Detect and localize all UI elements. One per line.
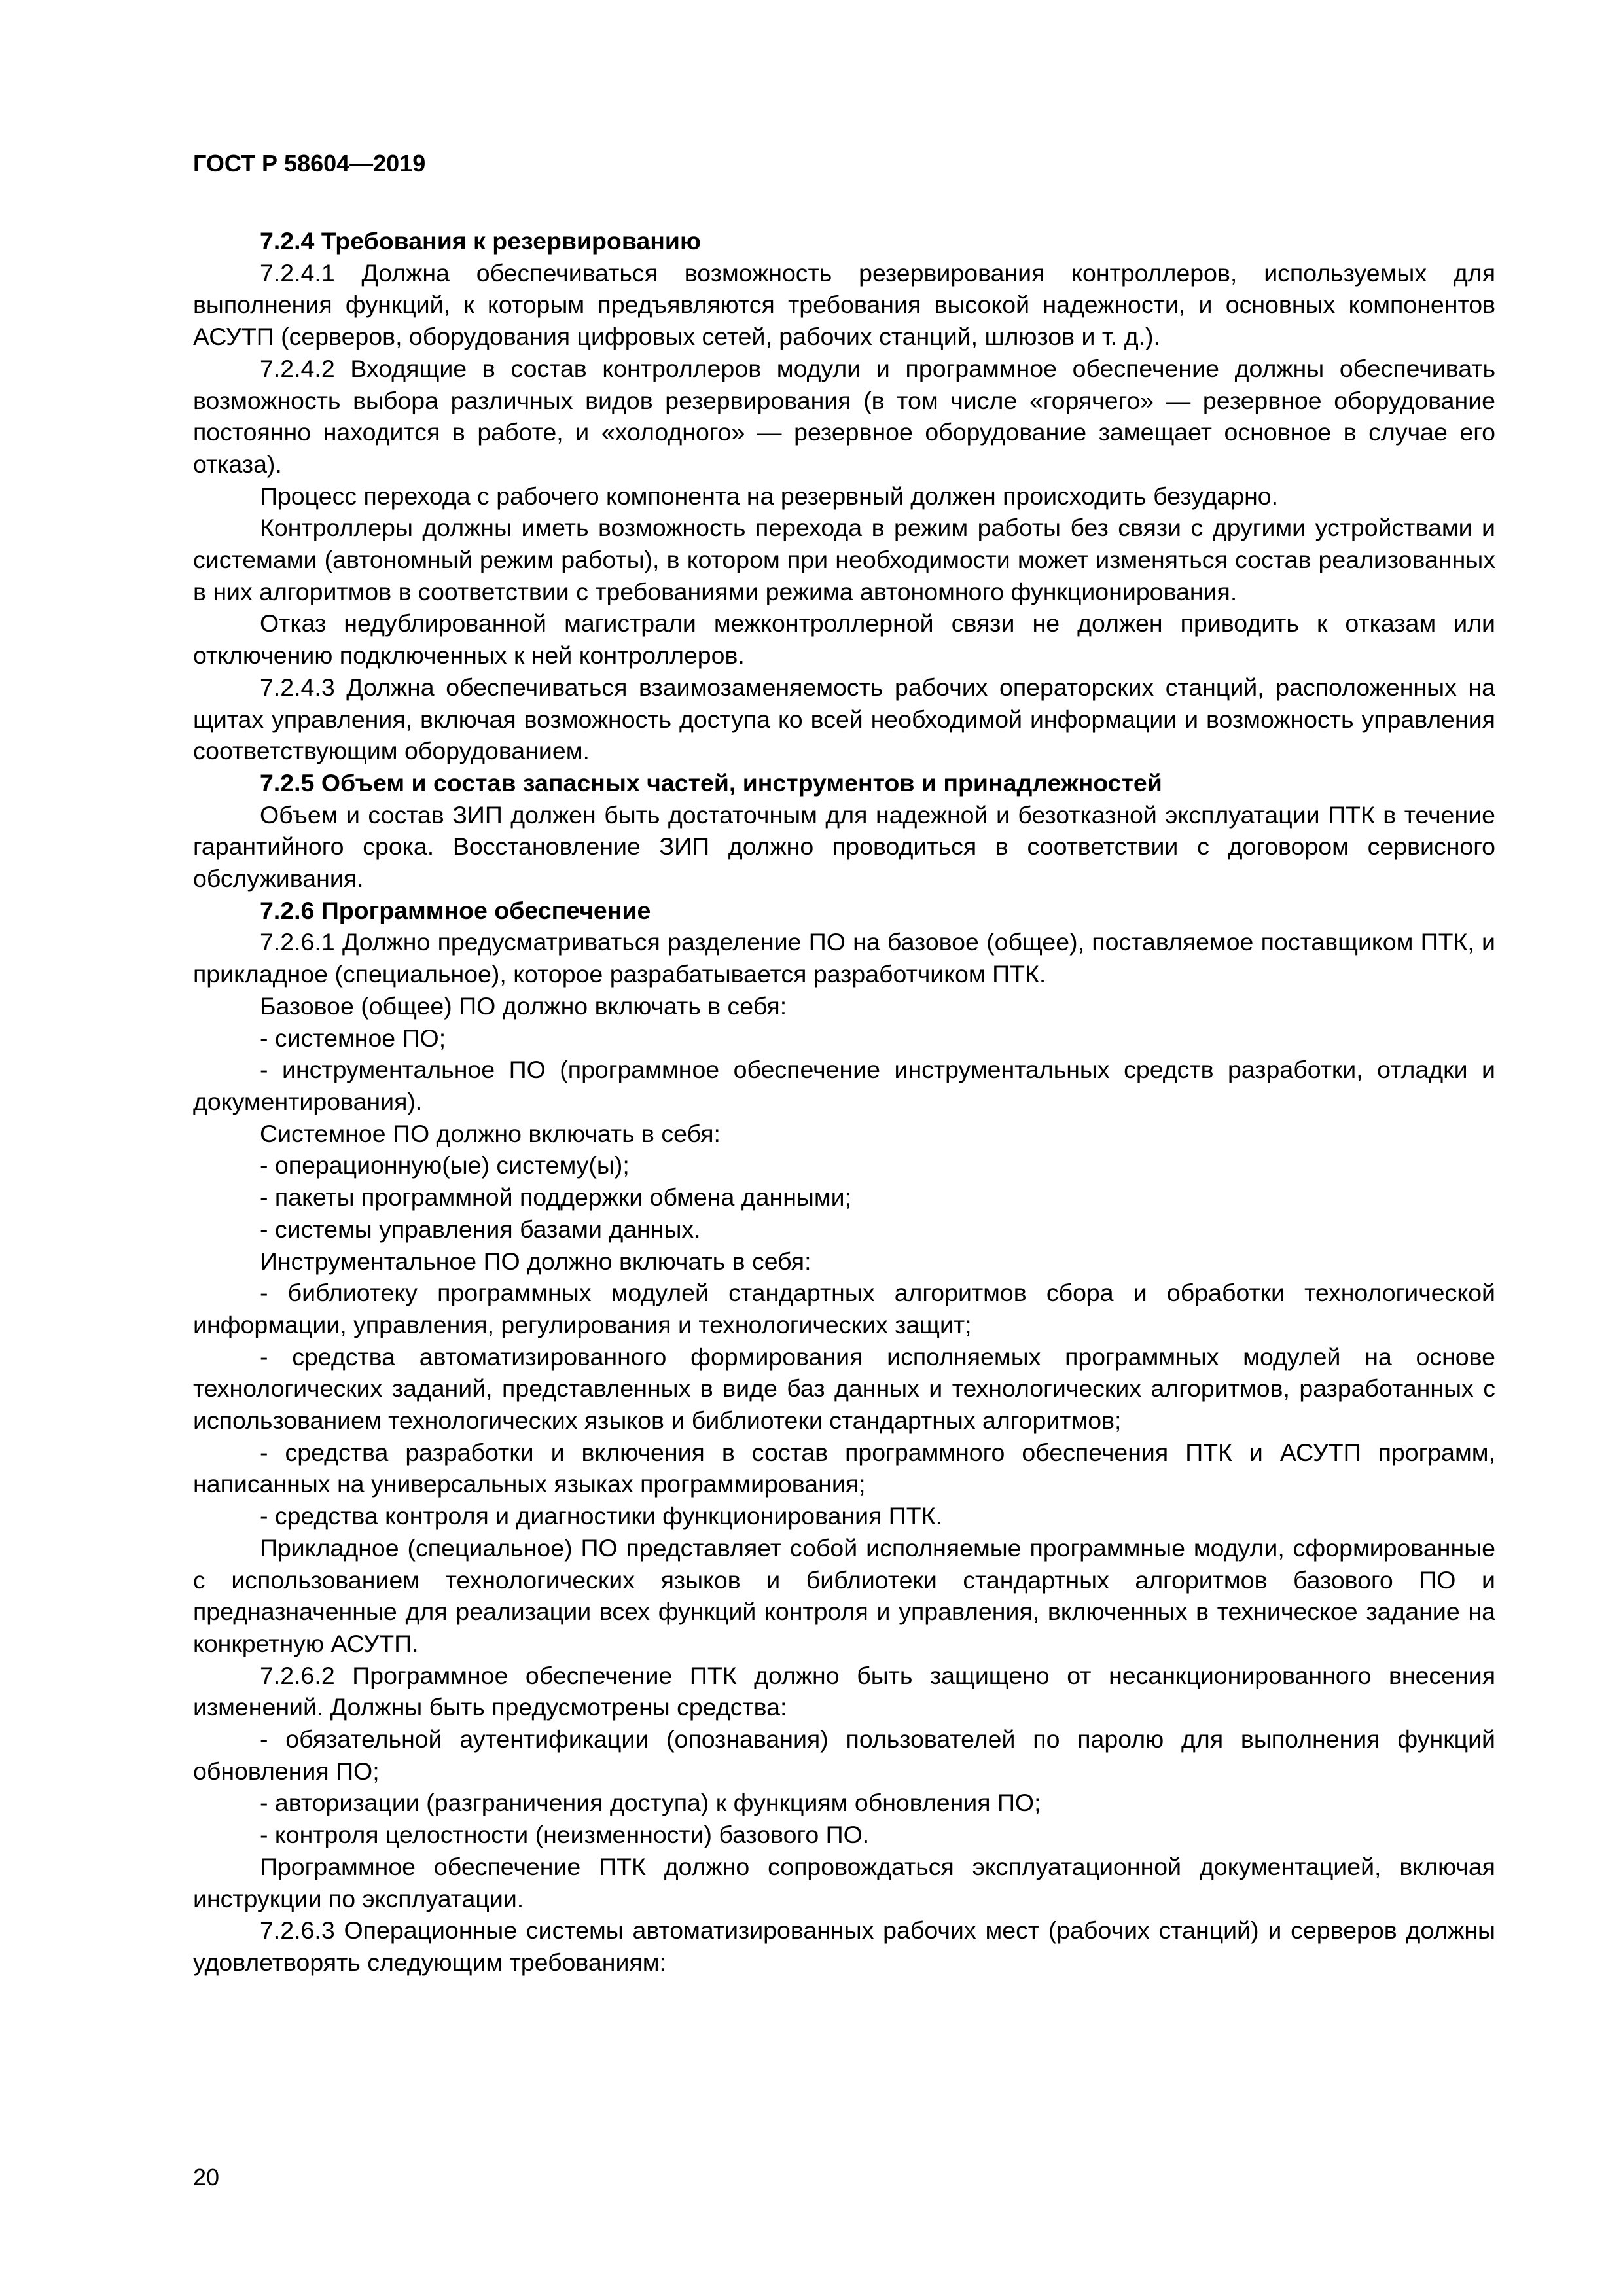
section-heading: 7.2.4 Требования к резервированию [260,227,701,255]
paragraph: Прикладное (специальное) ПО представляет собой исполняемые программные модули, сформированные с использованием технологических языков и библиотеки стандартных алгоритмов базового ПО и предназначенные для реализации всех функций контроля и управления, включенных в техническое задание на конкретную АСУТП. [193,1534,1495,1657]
paragraph: Системное ПО должно включать в себя: [260,1119,721,1147]
paragraph: Программное обеспечение ПТК должно сопровождаться эксплуатационной документацией, включая инструкции по эксплуатации. [193,1852,1495,1912]
paragraph: Инструментальное ПО должно включать в себя: [260,1247,812,1275]
paragraph: Контроллеры должны иметь возможность перехода в режим работы без связи с другими устройствами и системами (автономный режим работы), в котором при необходимости может изменяться состав реализованных в них алгоритмов в соответствии с требованиями режима автономного функционирования. [193,514,1495,605]
paragraph: - пакеты программной поддержки обмена данными; [260,1183,852,1211]
paragraph: - авторизации (разграничения доступа) к функциям обновления ПО; [260,1789,1041,1817]
paragraph: Базовое (общее) ПО должно включать в себя: [260,992,787,1020]
paragraph: Объем и состав ЗИП должен быть достаточным для надежной и безотказной эксплуатации ПТК в течение гарантийного срока. Восстановление ЗИП должно проводиться в соответствии с договором сервисного обслуживания. [193,800,1495,893]
paragraph: - операционную(ые) систему(ы); [260,1151,630,1179]
paragraph: - системы управления базами данных. [260,1215,701,1243]
paragraph: Отказ недублированной магистрали межконтроллерной связи не должен приводить к отказам или отключению подключенных к ней контроллеров. [193,609,1495,670]
paragraph: - средства разработки и включения в состав программного обеспечения ПТК и АСУТП программ, написанных на универсальных языках программирования; [193,1438,1495,1498]
paragraph: - средства контроля и диагностики функционирования ПТК. [260,1502,942,1530]
section-heading: 7.2.6 Программное обеспечение [260,896,651,924]
paragraph: - контроля целостности (неизменности) базового ПО. [260,1821,870,1849]
paragraph: 7.2.6.1 Должно предусматриваться разделение ПО на базовое (общее), поставляемое поставщиком ПТК, и прикладное (специальное), которое разрабатывается разработчиком ПТК. [193,928,1495,988]
document-body [193,225,1495,1979]
paragraph: 7.2.4.2 Входящие в состав контроллеров модули и программное обеспечение должны обеспечивать возможность выбора различных видов резервирования (в том числе «горячего» — резервное оборудование постоянно находится в работе, и «холодного» — резервное оборудование замещает основное в случае его отказа). [193,354,1495,478]
paragraph: - средства автоматизированного формирования исполняемых программных модулей на основе технологических заданий, представленных в виде баз данных и технологических алгоритмов, разработанных с использованием технологических языков и библиотеки стандартных алгоритмов; [193,1342,1495,1435]
paragraph: - инструментальное ПО (программное обеспечение инструментальных средств разработки, отладки и документирования). [193,1056,1495,1115]
paragraph: - обязательной аутентификации (опознавания) пользователей по паролю для выполнения функций обновления ПО; [193,1725,1495,1785]
paragraph: 7.2.4.1 Должна обеспечиваться возможность резервирования контроллеров, используемых для выполнения функций, к которым предъявляются требования высокой надежности, и основных компонентов АСУТП (серверов, оборудования цифровых сетей, рабочих станций, шлюзов и т. д.). [193,259,1495,351]
paragraph: Процесс перехода с рабочего компонента на резервный должен происходить безударно. [260,482,1279,510]
paragraph: - библиотеку программных модулей стандартных алгоритмов сбора и обработки технологической информации, управления, регулирования и технологических защит; [193,1279,1495,1338]
paragraph: 7.2.6.3 Операционные системы автоматизированных рабочих мест (рабочих станций) и серверов должны удовлетворять следующим требованиям: [193,1916,1495,1976]
section-heading: 7.2.5 Объем и состав запасных частей, инструментов и принадлежностей [260,768,1162,797]
document-header: ГОСТ Р 58604—2019 [193,150,426,177]
paragraph: - системное ПО; [260,1024,446,1052]
paragraph: 7.2.4.3 Должна обеспечиваться взаимозаменяемость рабочих операторских станций, расположенных на щитах управления, включая возможность доступа ко всей необходимой информации и возможность управления соответствующим оборудованием. [193,673,1495,765]
paragraph: 7.2.6.2 Программное обеспечение ПТК должно быть защищено от несанкционированного внесения изменений. Должны быть предусмотрены средства: [193,1661,1495,1721]
page-number: 20 [193,2164,220,2191]
